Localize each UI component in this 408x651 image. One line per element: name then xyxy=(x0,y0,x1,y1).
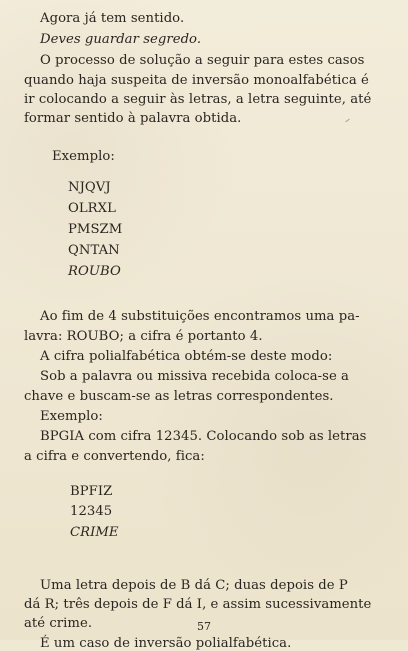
cipher-line-4: QNTAN xyxy=(68,243,120,258)
text-line-5: ir colocando a seguir às letras, a letra seguinte, até xyxy=(24,92,372,107)
text-line-4: quando haja suspeita de inversão monoalfabética é xyxy=(24,73,369,88)
cipher-line-1: NJQVJ xyxy=(68,180,111,195)
text-line-7: Ao fim de 4 substituições encontramos uma pa- xyxy=(40,309,360,324)
text-line-14: Uma letra depois de B dá C; duas depois de P xyxy=(40,578,348,593)
text-line-3: O processo de solução a seguir para estes casos xyxy=(40,53,365,68)
example-label-2: Exemplo: xyxy=(40,409,103,424)
text-line-8: lavra: ROUBO; a cifra é portanto 4. xyxy=(24,329,263,344)
text-line-6: formar sentido à palavra obtida. xyxy=(24,111,242,126)
text-line-10: Sob a palavra ou missiva recebida coloca-se a xyxy=(40,369,349,384)
cipher-line-3: PMSZM xyxy=(68,222,123,237)
text-line-12: BPGIA com cifra 12345. Colocando sob as letras xyxy=(40,429,367,444)
text-line-1: Agora já tem sentido. xyxy=(40,11,185,26)
text-line-13: a cifra e convertendo, fica: xyxy=(24,449,205,464)
text-line-17: É um caso de inversão polialfabética. xyxy=(40,636,292,651)
text-line-15: dá R; três depois de F dá I, e assim sucessivamente xyxy=(24,597,372,612)
cipher-line-7: 12345 xyxy=(70,504,113,519)
cipher-line-8: CRIME xyxy=(70,525,119,540)
cipher-line-2: OLRXL xyxy=(68,201,116,216)
cipher-line-6: BPFIZ xyxy=(70,484,113,499)
example-label-1: Exemplo: xyxy=(52,149,115,164)
page-number: 57 xyxy=(197,620,211,633)
text-line-9: A cifra polialfabética obtém-se deste modo: xyxy=(40,349,333,364)
text-line-16: até crime. xyxy=(24,616,93,631)
text-line-2: Deves guardar segredo. xyxy=(40,32,202,47)
cipher-line-5: ROUBO xyxy=(68,264,121,279)
text-line-11: chave e buscam-se as letras correspondentes. xyxy=(24,389,334,404)
